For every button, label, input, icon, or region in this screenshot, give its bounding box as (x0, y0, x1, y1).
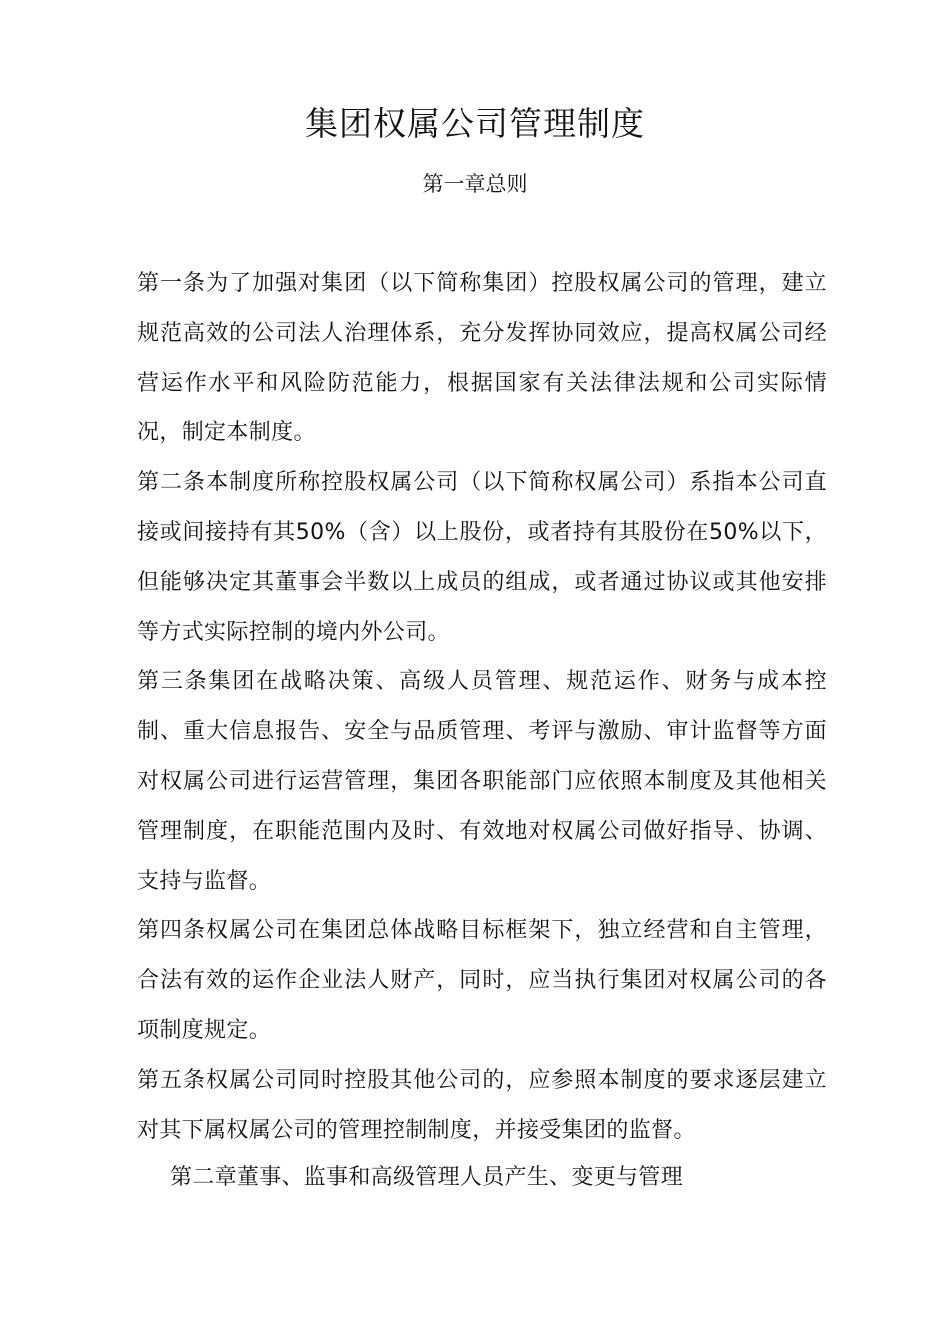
chapter-2-heading: 第二章董事、监事和高级管理人员产生、变更与管理 (170, 1165, 683, 1190)
chapter-1-heading: 第一章总则 (422, 172, 528, 196)
article-5-paragraph: 第五条权属公司同时控股其他公司的，应参照本制度的要求逐层建立对其下属权属公司的管理控制制度，并接受集团的监督。 (137, 1067, 827, 1143)
article-2-paragraph: 第二条本制度所称控股权属公司（以下简称权属公司）系指本公司直接或间接持有其50%（含）以上股份，或者持有其股份在50%以下，但能够决定其董事会半数以上成员的组成，或者通过协议或其他安排等方式实际控制的境内外公司。 (137, 470, 827, 645)
article-3-paragraph: 第三条集团在战略决策、高级人员管理、规范运作、财务与成本控制、重大信息报告、安全与品质管理、考评与激励、审计监督等方面对权属公司进行运营管理，集团各职能部门应依照本制度及其他相关管理制度，在职能范围内及时、有效地对权属公司做好指导、协调、支持与监督。 (137, 669, 827, 894)
document-title: 集团权属公司管理制度 (305, 104, 645, 143)
article-1-paragraph: 第一条为了加强对集团（以下简称集团）控股权属公司的管理，建立规范高效的公司法人治理体系，充分发挥协同效应，提高权属公司经营运作水平和风险防范能力，根据国家有关法律法规和公司实际情况，制定本制度。 (137, 271, 827, 446)
chapter-1-body (137, 259, 827, 1155)
article-4-paragraph: 第四条权属公司在集团总体战略目标框架下，独立经营和自主管理，合法有效的运作企业法人财产，同时，应当执行集团对权属公司的各项制度规定。 (137, 918, 827, 1043)
